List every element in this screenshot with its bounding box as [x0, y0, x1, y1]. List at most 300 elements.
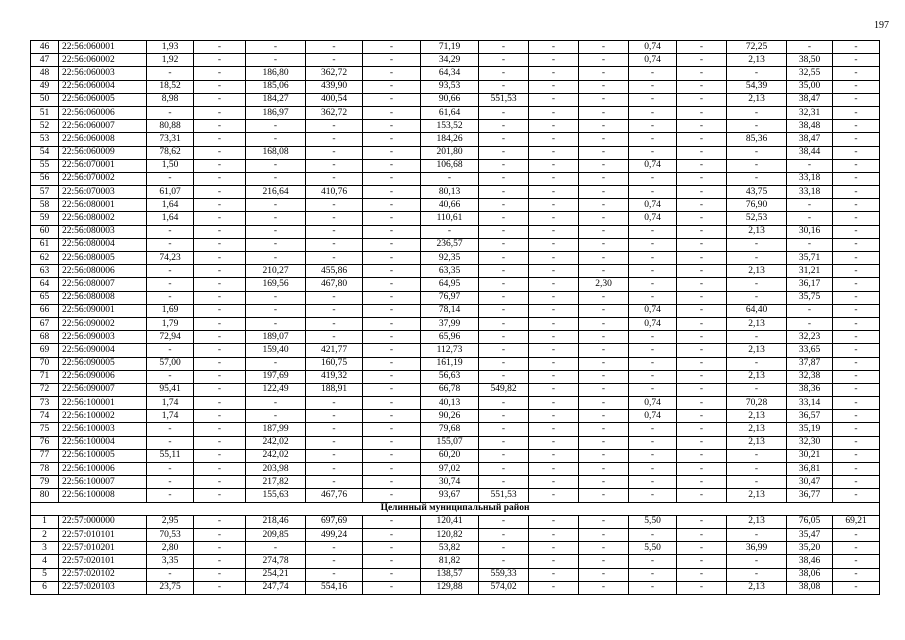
value-cell: -: [194, 120, 246, 133]
value-cell: 153,52: [421, 120, 479, 133]
value-cell: 362,72: [306, 106, 363, 119]
value-cell: 184,26: [421, 133, 479, 146]
value-cell: -: [306, 225, 363, 238]
value-cell: -: [194, 515, 246, 528]
value-cell: -: [246, 304, 306, 317]
value-cell: 90,26: [421, 410, 479, 423]
value-cell: 2,13: [727, 54, 787, 67]
value-cell: -: [363, 410, 421, 423]
value-cell: 1,93: [147, 41, 194, 54]
value-cell: -: [677, 397, 727, 410]
value-cell: -: [363, 186, 421, 199]
value-cell: -: [629, 67, 677, 80]
value-cell: -: [194, 199, 246, 212]
value-cell: -: [479, 291, 529, 304]
value-cell: 61,07: [147, 186, 194, 199]
value-cell: -: [579, 476, 629, 489]
value-cell: -: [147, 106, 194, 119]
cadastral-number-cell: 22:56:060009: [59, 146, 147, 159]
value-cell: -: [479, 225, 529, 238]
table-body-district-22-56: [31, 41, 880, 503]
table-row: [31, 331, 880, 344]
value-cell: -: [363, 159, 421, 172]
value-cell: -: [479, 41, 529, 54]
value-cell: -: [727, 476, 787, 489]
table-row: [31, 397, 880, 410]
value-cell: 33,65: [787, 344, 833, 357]
value-cell: 36,81: [787, 463, 833, 476]
value-cell: -: [629, 463, 677, 476]
value-cell: -: [579, 80, 629, 93]
value-cell: -: [529, 80, 579, 93]
value-cell: -: [833, 357, 880, 370]
row-number-cell: 58: [31, 199, 59, 212]
value-cell: -: [194, 159, 246, 172]
value-cell: -: [677, 80, 727, 93]
value-cell: 120,82: [421, 528, 479, 541]
value-cell: -: [579, 304, 629, 317]
table-row: [31, 542, 880, 555]
table-row: [31, 120, 880, 133]
value-cell: -: [363, 93, 421, 106]
value-cell: -: [363, 54, 421, 67]
value-cell: -: [363, 463, 421, 476]
value-cell: 2,13: [727, 423, 787, 436]
value-cell: -: [147, 278, 194, 291]
row-number-cell: 78: [31, 463, 59, 476]
value-cell: 186,80: [246, 67, 306, 80]
value-cell: -: [579, 463, 629, 476]
value-cell: 184,27: [246, 93, 306, 106]
value-cell: -: [479, 120, 529, 133]
cadastral-number-cell: 22:56:080005: [59, 252, 147, 265]
value-cell: -: [529, 291, 579, 304]
value-cell: 78,14: [421, 304, 479, 317]
value-cell: 32,38: [787, 370, 833, 383]
value-cell: -: [529, 317, 579, 330]
value-cell: -: [579, 436, 629, 449]
value-cell: 549,82: [479, 383, 529, 396]
table-row: [31, 370, 880, 383]
value-cell: 38,08: [787, 581, 833, 594]
value-cell: -: [194, 133, 246, 146]
value-cell: -: [479, 555, 529, 568]
table-row: [31, 186, 880, 199]
value-cell: 203,98: [246, 463, 306, 476]
value-cell: -: [579, 568, 629, 581]
value-cell: -: [194, 172, 246, 185]
value-cell: 32,31: [787, 106, 833, 119]
cadastral-number-cell: 22:56:060003: [59, 67, 147, 80]
value-cell: -: [363, 133, 421, 146]
value-cell: 168,08: [246, 146, 306, 159]
value-cell: -: [479, 331, 529, 344]
value-cell: 79,68: [421, 423, 479, 436]
value-cell: -: [529, 542, 579, 555]
cadastral-number-cell: 22:56:090004: [59, 344, 147, 357]
value-cell: 160,75: [306, 357, 363, 370]
value-cell: -: [147, 67, 194, 80]
value-cell: -: [677, 238, 727, 251]
value-cell: -: [787, 304, 833, 317]
table-row: [31, 212, 880, 225]
value-cell: -: [363, 172, 421, 185]
value-cell: -: [677, 370, 727, 383]
value-cell: -: [833, 331, 880, 344]
value-cell: -: [833, 528, 880, 541]
value-cell: -: [529, 225, 579, 238]
value-cell: 56,63: [421, 370, 479, 383]
value-cell: -: [363, 252, 421, 265]
value-cell: -: [194, 54, 246, 67]
value-cell: 53,82: [421, 542, 479, 555]
value-cell: -: [529, 186, 579, 199]
cadastral-number-cell: 22:56:090002: [59, 317, 147, 330]
value-cell: -: [833, 476, 880, 489]
value-cell: -: [479, 463, 529, 476]
value-cell: -: [677, 304, 727, 317]
value-cell: -: [306, 410, 363, 423]
value-cell: -: [629, 331, 677, 344]
value-cell: -: [529, 397, 579, 410]
value-cell: -: [629, 93, 677, 106]
value-cell: -: [833, 93, 880, 106]
value-cell: -: [727, 568, 787, 581]
row-number-cell: 48: [31, 67, 59, 80]
value-cell: -: [246, 410, 306, 423]
row-number-cell: 77: [31, 449, 59, 462]
value-cell: -: [479, 80, 529, 93]
table-row: [31, 225, 880, 238]
value-cell: -: [833, 463, 880, 476]
value-cell: -: [194, 225, 246, 238]
value-cell: -: [194, 186, 246, 199]
value-cell: 64,95: [421, 278, 479, 291]
value-cell: -: [479, 265, 529, 278]
value-cell: -: [363, 528, 421, 541]
value-cell: 38,48: [787, 120, 833, 133]
value-cell: -: [147, 423, 194, 436]
value-cell: 1,74: [147, 397, 194, 410]
value-cell: -: [629, 265, 677, 278]
value-cell: 35,20: [787, 542, 833, 555]
cadastral-number-cell: 22:56:060004: [59, 80, 147, 93]
value-cell: -: [833, 489, 880, 502]
row-number-cell: 75: [31, 423, 59, 436]
table-row: [31, 41, 880, 54]
value-cell: 35,00: [787, 80, 833, 93]
row-number-cell: 79: [31, 476, 59, 489]
row-number-cell: 55: [31, 159, 59, 172]
value-cell: -: [194, 80, 246, 93]
value-cell: -: [529, 528, 579, 541]
value-cell: -: [363, 397, 421, 410]
value-cell: -: [306, 172, 363, 185]
value-cell: -: [363, 344, 421, 357]
value-cell: 5,50: [629, 515, 677, 528]
value-cell: -: [529, 331, 579, 344]
value-cell: 0,74: [629, 410, 677, 423]
value-cell: -: [479, 344, 529, 357]
value-cell: -: [629, 133, 677, 146]
value-cell: -: [194, 238, 246, 251]
table-row: [31, 357, 880, 370]
row-number-cell: 64: [31, 278, 59, 291]
value-cell: 35,19: [787, 423, 833, 436]
row-number-cell: 70: [31, 357, 59, 370]
value-cell: -: [579, 542, 629, 555]
value-cell: -: [363, 555, 421, 568]
value-cell: -: [479, 476, 529, 489]
table-row: [31, 199, 880, 212]
value-cell: -: [787, 212, 833, 225]
value-cell: 70,28: [727, 397, 787, 410]
value-cell: 2,13: [727, 581, 787, 594]
value-cell: -: [833, 278, 880, 291]
value-cell: -: [677, 41, 727, 54]
value-cell: 93,53: [421, 80, 479, 93]
cadastral-number-cell: 22:56:090001: [59, 304, 147, 317]
value-cell: 1,74: [147, 410, 194, 423]
cadastral-number-cell: 22:56:100005: [59, 449, 147, 462]
value-cell: -: [833, 186, 880, 199]
value-cell: -: [147, 225, 194, 238]
value-cell: 0,74: [629, 159, 677, 172]
value-cell: -: [629, 252, 677, 265]
value-cell: -: [629, 172, 677, 185]
value-cell: -: [194, 568, 246, 581]
value-cell: -: [479, 159, 529, 172]
value-cell: -: [194, 304, 246, 317]
table-row: [31, 476, 880, 489]
value-cell: -: [479, 317, 529, 330]
value-cell: -: [629, 344, 677, 357]
value-cell: -: [529, 120, 579, 133]
value-cell: 274,78: [246, 555, 306, 568]
row-number-cell: 4: [31, 555, 59, 568]
value-cell: -: [727, 528, 787, 541]
value-cell: -: [727, 383, 787, 396]
value-cell: -: [363, 41, 421, 54]
value-cell: -: [727, 106, 787, 119]
value-cell: -: [833, 106, 880, 119]
value-cell: -: [479, 252, 529, 265]
value-cell: -: [479, 436, 529, 449]
value-cell: 187,99: [246, 423, 306, 436]
value-cell: -: [363, 515, 421, 528]
value-cell: 2,13: [727, 436, 787, 449]
value-cell: -: [529, 41, 579, 54]
value-cell: -: [147, 265, 194, 278]
value-cell: 30,21: [787, 449, 833, 462]
value-cell: 38,06: [787, 568, 833, 581]
value-cell: -: [677, 357, 727, 370]
value-cell: -: [833, 542, 880, 555]
table-row: [31, 463, 880, 476]
cadastral-number-cell: 22:57:010201: [59, 542, 147, 555]
value-cell: -: [363, 106, 421, 119]
value-cell: -: [579, 383, 629, 396]
value-cell: -: [727, 252, 787, 265]
value-cell: -: [529, 54, 579, 67]
value-cell: -: [363, 476, 421, 489]
value-cell: -: [306, 291, 363, 304]
value-cell: -: [629, 581, 677, 594]
value-cell: 155,07: [421, 436, 479, 449]
table-row: [31, 80, 880, 93]
value-cell: -: [147, 172, 194, 185]
value-cell: -: [677, 383, 727, 396]
value-cell: 33,18: [787, 172, 833, 185]
table-row: [31, 67, 880, 80]
value-cell: 38,50: [787, 54, 833, 67]
value-cell: -: [194, 476, 246, 489]
value-cell: -: [727, 291, 787, 304]
value-cell: -: [194, 542, 246, 555]
value-cell: -: [833, 199, 880, 212]
value-cell: -: [194, 410, 246, 423]
value-cell: 247,74: [246, 581, 306, 594]
value-cell: -: [306, 317, 363, 330]
value-cell: 0,74: [629, 54, 677, 67]
value-cell: -: [579, 186, 629, 199]
value-cell: 559,33: [479, 568, 529, 581]
value-cell: -: [479, 370, 529, 383]
cadastral-number-cell: 22:56:100001: [59, 397, 147, 410]
cadastral-number-cell: 22:56:060001: [59, 41, 147, 54]
value-cell: -: [833, 370, 880, 383]
value-cell: 169,56: [246, 278, 306, 291]
value-cell: -: [479, 238, 529, 251]
value-cell: 1,69: [147, 304, 194, 317]
value-cell: 188,91: [306, 383, 363, 396]
cadastral-values-table: [30, 40, 880, 595]
value-cell: -: [529, 67, 579, 80]
value-cell: -: [629, 568, 677, 581]
value-cell: -: [479, 278, 529, 291]
table-row: [31, 449, 880, 462]
row-number-cell: 68: [31, 331, 59, 344]
value-cell: 38,44: [787, 146, 833, 159]
value-cell: -: [833, 238, 880, 251]
value-cell: -: [833, 344, 880, 357]
value-cell: 97,02: [421, 463, 479, 476]
value-cell: -: [629, 489, 677, 502]
cadastral-number-cell: 22:56:080002: [59, 212, 147, 225]
value-cell: -: [727, 67, 787, 80]
value-cell: -: [194, 357, 246, 370]
value-cell: 2,13: [727, 317, 787, 330]
value-cell: 43,75: [727, 186, 787, 199]
value-cell: -: [787, 199, 833, 212]
value-cell: -: [529, 146, 579, 159]
value-cell: -: [529, 159, 579, 172]
table-row: [31, 383, 880, 396]
value-cell: -: [579, 120, 629, 133]
value-cell: 197,69: [246, 370, 306, 383]
value-cell: -: [833, 317, 880, 330]
value-cell: -: [579, 133, 629, 146]
value-cell: -: [629, 278, 677, 291]
value-cell: 52,53: [727, 212, 787, 225]
value-cell: -: [629, 238, 677, 251]
value-cell: -: [629, 186, 677, 199]
value-cell: 31,21: [787, 265, 833, 278]
table-row: [31, 555, 880, 568]
value-cell: -: [306, 476, 363, 489]
value-cell: -: [529, 172, 579, 185]
page-number: 197: [874, 20, 889, 31]
value-cell: 2,13: [727, 225, 787, 238]
value-cell: -: [194, 423, 246, 436]
value-cell: 36,57: [787, 410, 833, 423]
cadastral-number-cell: 22:56:060008: [59, 133, 147, 146]
value-cell: 80,13: [421, 186, 479, 199]
value-cell: -: [194, 370, 246, 383]
value-cell: 2,13: [727, 265, 787, 278]
value-cell: 106,68: [421, 159, 479, 172]
value-cell: -: [306, 423, 363, 436]
value-cell: -: [677, 476, 727, 489]
cadastral-number-cell: 22:56:060002: [59, 54, 147, 67]
value-cell: 30,74: [421, 476, 479, 489]
value-cell: -: [306, 146, 363, 159]
value-cell: -: [677, 449, 727, 462]
value-cell: -: [479, 67, 529, 80]
value-cell: -: [833, 212, 880, 225]
value-cell: 0,74: [629, 304, 677, 317]
value-cell: 36,77: [787, 489, 833, 502]
row-number-cell: 50: [31, 93, 59, 106]
value-cell: -: [194, 463, 246, 476]
value-cell: 574,02: [479, 581, 529, 594]
value-cell: -: [363, 146, 421, 159]
value-cell: -: [306, 568, 363, 581]
table-body-district-22-57: [31, 515, 880, 594]
value-cell: -: [246, 212, 306, 225]
value-cell: -: [306, 449, 363, 462]
value-cell: -: [727, 146, 787, 159]
value-cell: 33,14: [787, 397, 833, 410]
cadastral-number-cell: 22:56:100003: [59, 423, 147, 436]
value-cell: -: [529, 436, 579, 449]
value-cell: -: [306, 238, 363, 251]
value-cell: -: [677, 212, 727, 225]
value-cell: -: [194, 344, 246, 357]
value-cell: -: [363, 331, 421, 344]
value-cell: 65,96: [421, 331, 479, 344]
value-cell: -: [579, 225, 629, 238]
table-row: [31, 344, 880, 357]
value-cell: -: [147, 291, 194, 304]
value-cell: 2,80: [147, 542, 194, 555]
value-cell: 216,64: [246, 186, 306, 199]
value-cell: 37,87: [787, 357, 833, 370]
value-cell: -: [677, 278, 727, 291]
cadastral-number-cell: 22:56:090005: [59, 357, 147, 370]
value-cell: -: [479, 146, 529, 159]
value-cell: -: [246, 542, 306, 555]
value-cell: 2,13: [727, 93, 787, 106]
value-cell: -: [246, 291, 306, 304]
value-cell: -: [579, 370, 629, 383]
value-cell: 2,13: [727, 515, 787, 528]
cadastral-number-cell: 22:56:070003: [59, 186, 147, 199]
cadastral-number-cell: 22:56:090003: [59, 331, 147, 344]
value-cell: -: [363, 67, 421, 80]
value-cell: 439,90: [306, 80, 363, 93]
row-number-cell: 51: [31, 106, 59, 119]
